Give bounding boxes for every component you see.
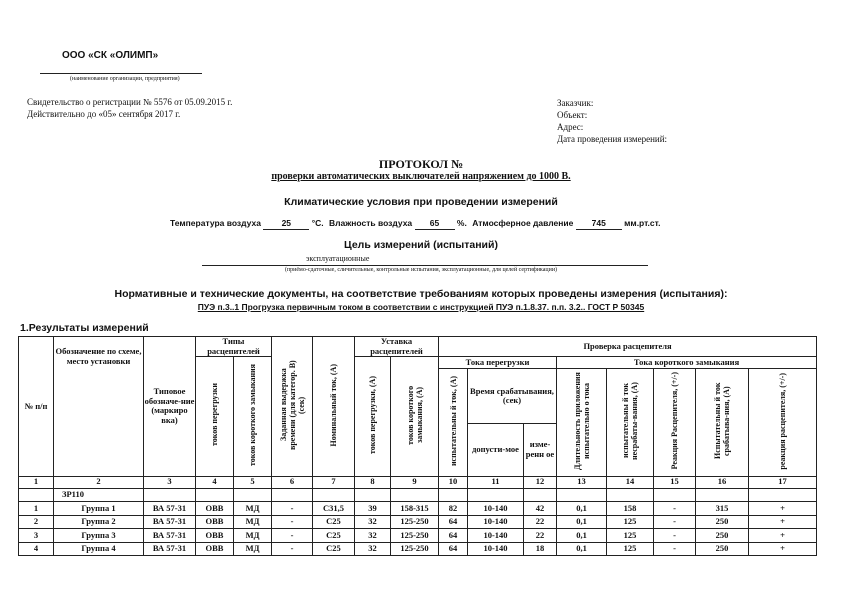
cell-name: Группа 4 bbox=[54, 542, 144, 556]
purpose-value: эксплуатационные bbox=[306, 254, 370, 263]
header-set-overload bbox=[355, 357, 391, 477]
header-reaction-1-text: Реакция Расцепителя, (+/-) bbox=[670, 372, 679, 470]
column-number: 9 bbox=[391, 476, 439, 488]
cell-type: ВА 57-31 bbox=[144, 502, 196, 516]
cell-type: ВА 57-31 bbox=[144, 515, 196, 529]
section-cell bbox=[196, 488, 234, 502]
cell-dur: 0,1 bbox=[557, 542, 607, 556]
column-number: 12 bbox=[524, 476, 557, 488]
cell-i-no: 125 bbox=[607, 529, 654, 543]
header-measured: изме-ренн ое bbox=[524, 424, 557, 476]
header-num: № п/п bbox=[19, 337, 54, 477]
header-set-short bbox=[391, 357, 439, 477]
header-test-no-trip-text: испытательны й ток несрабаты-вания, (А) bbox=[621, 382, 639, 460]
climate-line bbox=[170, 218, 660, 230]
header-nominal bbox=[313, 337, 355, 477]
header-designation: Обозначение по схеме, место установки bbox=[54, 337, 144, 477]
section-cell bbox=[272, 488, 313, 502]
header-nominal-text: Номинальный ток, (А) bbox=[329, 363, 338, 447]
header-type: Типовое обозначе-ние (маркиро вка) bbox=[144, 337, 196, 477]
column-number: 10 bbox=[439, 476, 468, 488]
purpose-underline bbox=[202, 265, 648, 266]
header-short-circuit-currents bbox=[234, 357, 272, 477]
header-delay-text: Заданная выдержка времени (для категор. В) (сек) bbox=[278, 360, 306, 450]
cell-r1: - bbox=[654, 542, 696, 556]
purpose-heading: Цель измерений (испытаний) bbox=[344, 239, 498, 251]
cell-dur: 0,1 bbox=[557, 502, 607, 516]
cell-name: Группа 3 bbox=[54, 529, 144, 543]
column-number: 4 bbox=[196, 476, 234, 488]
header-test-trip-text: Испытательны й ток срабатыва-ния, (А) bbox=[713, 382, 731, 460]
address-label: Адрес: bbox=[557, 122, 584, 132]
cell-n: 1 bbox=[19, 502, 54, 516]
humidity-unit: %. bbox=[456, 218, 467, 228]
cell-set-ovl: 32 bbox=[355, 515, 391, 529]
column-number: 15 bbox=[654, 476, 696, 488]
header-duration-text: Длительность приложения испытательно о тока bbox=[572, 372, 591, 470]
cell-type: ВА 57-31 bbox=[144, 529, 196, 543]
cell-ovl: ОВВ bbox=[196, 542, 234, 556]
cell-i-no: 158 bbox=[607, 502, 654, 516]
header-set-short-text: токов короткого замыкания, (А) bbox=[405, 385, 424, 445]
table-row bbox=[19, 542, 817, 556]
cell-r2: + bbox=[749, 515, 817, 529]
header-reaction-2-text: реакция расцепителя, (+/-) bbox=[778, 372, 788, 470]
cell-ovl: ОВВ bbox=[196, 502, 234, 516]
cell-r2: + bbox=[749, 529, 817, 543]
header-test-current bbox=[439, 369, 468, 477]
header-test-no-trip bbox=[607, 369, 654, 477]
section-cell bbox=[313, 488, 355, 502]
section-cell bbox=[557, 488, 607, 502]
measurement-date-label: Дата проведения измерений: bbox=[557, 134, 668, 144]
header-reaction-2 bbox=[749, 369, 817, 477]
cell-nom: С25 bbox=[313, 542, 355, 556]
results-heading: 1.Результаты измерений bbox=[20, 322, 149, 334]
section-cell bbox=[234, 488, 272, 502]
results-table bbox=[18, 336, 817, 556]
header-duration bbox=[557, 369, 607, 477]
column-number: 13 bbox=[557, 476, 607, 488]
pressure-label: Атмосферное давление bbox=[472, 218, 574, 228]
climate-heading: Климатические условия при проведении измерений bbox=[284, 196, 558, 208]
cell-r1: - bbox=[654, 502, 696, 516]
section-cell bbox=[391, 488, 439, 502]
cell-r1: - bbox=[654, 515, 696, 529]
section-cell bbox=[439, 488, 468, 502]
column-number: 14 bbox=[607, 476, 654, 488]
cell-r2: + bbox=[749, 542, 817, 556]
header-test-current-text: испытательны й ток, (А) bbox=[448, 375, 458, 467]
column-numbers-row bbox=[19, 476, 817, 488]
cell-i-test: 64 bbox=[439, 529, 468, 543]
cell-n: 2 bbox=[19, 515, 54, 529]
cell-name: Группа 1 bbox=[54, 502, 144, 516]
column-number: 2 bbox=[54, 476, 144, 488]
cell-t-allow: 10-140 bbox=[468, 529, 524, 543]
section-label: ЗР110 bbox=[54, 488, 144, 502]
humidity-value: 65 bbox=[415, 218, 455, 230]
cell-dur: 0,1 bbox=[557, 529, 607, 543]
cell-t-meas: 42 bbox=[524, 502, 557, 516]
cell-i-trip: 250 bbox=[696, 542, 749, 556]
header-overload-group: Тока перегрузки bbox=[439, 357, 557, 369]
cell-ovl: ОВВ bbox=[196, 529, 234, 543]
protocol-title: ПРОТОКОЛ № bbox=[378, 157, 464, 171]
temperature-unit: °С. bbox=[311, 218, 324, 228]
section-cell bbox=[524, 488, 557, 502]
cell-sc: МД bbox=[234, 515, 272, 529]
section-cell bbox=[749, 488, 817, 502]
cell-set-ovl: 32 bbox=[355, 529, 391, 543]
cell-i-test: 82 bbox=[439, 502, 468, 516]
header-check: Проверка расцепителя bbox=[439, 337, 817, 357]
section-cell bbox=[696, 488, 749, 502]
customer-label: Заказчик: bbox=[557, 98, 594, 108]
cell-t-allow: 10-140 bbox=[468, 502, 524, 516]
normative-docs-text: ПУЭ п.3..1 Прогрузка первичным током в соответствии с инструкцией ПУЭ п.1.8.37. п.п. 3.2.. ГОСТ Р 50345 bbox=[197, 302, 645, 312]
header-overload-currents bbox=[196, 357, 234, 477]
org-certificate: Свидетельство о регистрации № 5576 от 05.09.2015 г. bbox=[27, 97, 233, 107]
cell-t-allow: 10-140 bbox=[468, 515, 524, 529]
cell-delay: - bbox=[272, 502, 313, 516]
header-short-group: Тока короткого замыкания bbox=[557, 357, 817, 369]
cell-t-meas: 22 bbox=[524, 515, 557, 529]
cell-set-sc: 125-250 bbox=[391, 515, 439, 529]
cell-t-meas: 22 bbox=[524, 529, 557, 543]
cell-i-test: 64 bbox=[439, 542, 468, 556]
cell-i-no: 125 bbox=[607, 515, 654, 529]
object-label: Объект: bbox=[557, 110, 588, 120]
column-number: 8 bbox=[355, 476, 391, 488]
column-number: 5 bbox=[234, 476, 272, 488]
purpose-caption: (приёмо-сдаточные, сличительные, контрольные испытания, эксплуатационные, для целей сертификации) bbox=[284, 267, 558, 273]
section-cell bbox=[607, 488, 654, 502]
protocol-subtitle bbox=[0, 171, 842, 182]
humidity-label: Влажность воздуха bbox=[328, 218, 413, 228]
header-allowed: допусти-мое bbox=[468, 424, 524, 476]
section-row bbox=[19, 488, 817, 502]
header-test-trip bbox=[696, 369, 749, 477]
header-reaction-1 bbox=[654, 369, 696, 477]
column-number: 11 bbox=[468, 476, 524, 488]
temperature-label: Температура воздуха bbox=[170, 218, 261, 228]
org-name-caption: (наименование организации, предприятия) bbox=[70, 76, 180, 82]
cell-n: 4 bbox=[19, 542, 54, 556]
header-release-types: Типы расцепителей bbox=[196, 337, 272, 357]
org-valid-until: Действительно до «05» сентября 2017 г. bbox=[27, 109, 181, 119]
header-settings: Уставка расцепителей bbox=[355, 337, 439, 357]
cell-sc: МД bbox=[234, 529, 272, 543]
cell-delay: - bbox=[272, 542, 313, 556]
table-row bbox=[19, 529, 817, 543]
cell-r2: + bbox=[749, 502, 817, 516]
cell-sc: МД bbox=[234, 502, 272, 516]
cell-n: 3 bbox=[19, 529, 54, 543]
column-number: 3 bbox=[144, 476, 196, 488]
org-name-underline bbox=[40, 73, 202, 74]
cell-t-meas: 18 bbox=[524, 542, 557, 556]
header-trip-time: Время срабатывания, (сек) bbox=[468, 369, 557, 424]
pressure-unit: мм.рт.ст. bbox=[624, 218, 661, 228]
header-short-circuit-currents-text: токов короткого замыкания bbox=[248, 363, 257, 467]
normative-heading: Нормативные и технические документы, на соответствие требованиям которых проведены измерения (испытания): bbox=[114, 288, 728, 300]
pressure-value: 745 bbox=[576, 218, 622, 230]
column-number: 6 bbox=[272, 476, 313, 488]
normative-docs bbox=[0, 302, 842, 312]
cell-type: ВА 57-31 bbox=[144, 542, 196, 556]
cell-dur: 0,1 bbox=[557, 515, 607, 529]
cell-delay: - bbox=[272, 529, 313, 543]
header-set-overload-text: токов перегрузки, (А) bbox=[368, 375, 377, 455]
section-cell bbox=[355, 488, 391, 502]
table-row bbox=[19, 515, 817, 529]
protocol-subtitle-text: проверки автоматических выключателей напряжением до 1000 В. bbox=[271, 171, 571, 182]
table-row bbox=[19, 502, 817, 516]
cell-name: Группа 2 bbox=[54, 515, 144, 529]
cell-set-sc: 125-250 bbox=[391, 529, 439, 543]
cell-sc: МД bbox=[234, 542, 272, 556]
header-overload-currents-text: токов перегрузки bbox=[210, 383, 219, 447]
org-name: ООО «СК «ОЛИМП» bbox=[62, 50, 159, 61]
cell-nom: С25 bbox=[313, 515, 355, 529]
cell-set-ovl: 32 bbox=[355, 542, 391, 556]
cell-i-trip: 315 bbox=[696, 502, 749, 516]
column-number: 17 bbox=[749, 476, 817, 488]
column-number: 1 bbox=[19, 476, 54, 488]
cell-nom: С31,5 bbox=[313, 502, 355, 516]
cell-i-test: 64 bbox=[439, 515, 468, 529]
cell-set-ovl: 39 bbox=[355, 502, 391, 516]
section-cell bbox=[144, 488, 196, 502]
column-number: 7 bbox=[313, 476, 355, 488]
results-body bbox=[19, 502, 817, 556]
temperature-value: 25 bbox=[263, 218, 309, 230]
cell-i-no: 125 bbox=[607, 542, 654, 556]
cell-set-sc: 125-250 bbox=[391, 542, 439, 556]
column-number: 16 bbox=[696, 476, 749, 488]
cell-ovl: ОВВ bbox=[196, 515, 234, 529]
cell-delay: - bbox=[272, 515, 313, 529]
cell-i-trip: 250 bbox=[696, 515, 749, 529]
cell-r1: - bbox=[654, 529, 696, 543]
section-cell bbox=[654, 488, 696, 502]
section-cell-num bbox=[19, 488, 54, 502]
cell-i-trip: 250 bbox=[696, 529, 749, 543]
section-cell bbox=[468, 488, 524, 502]
cell-set-sc: 158-315 bbox=[391, 502, 439, 516]
cell-t-allow: 10-140 bbox=[468, 542, 524, 556]
header-delay bbox=[272, 337, 313, 477]
cell-nom: С25 bbox=[313, 529, 355, 543]
